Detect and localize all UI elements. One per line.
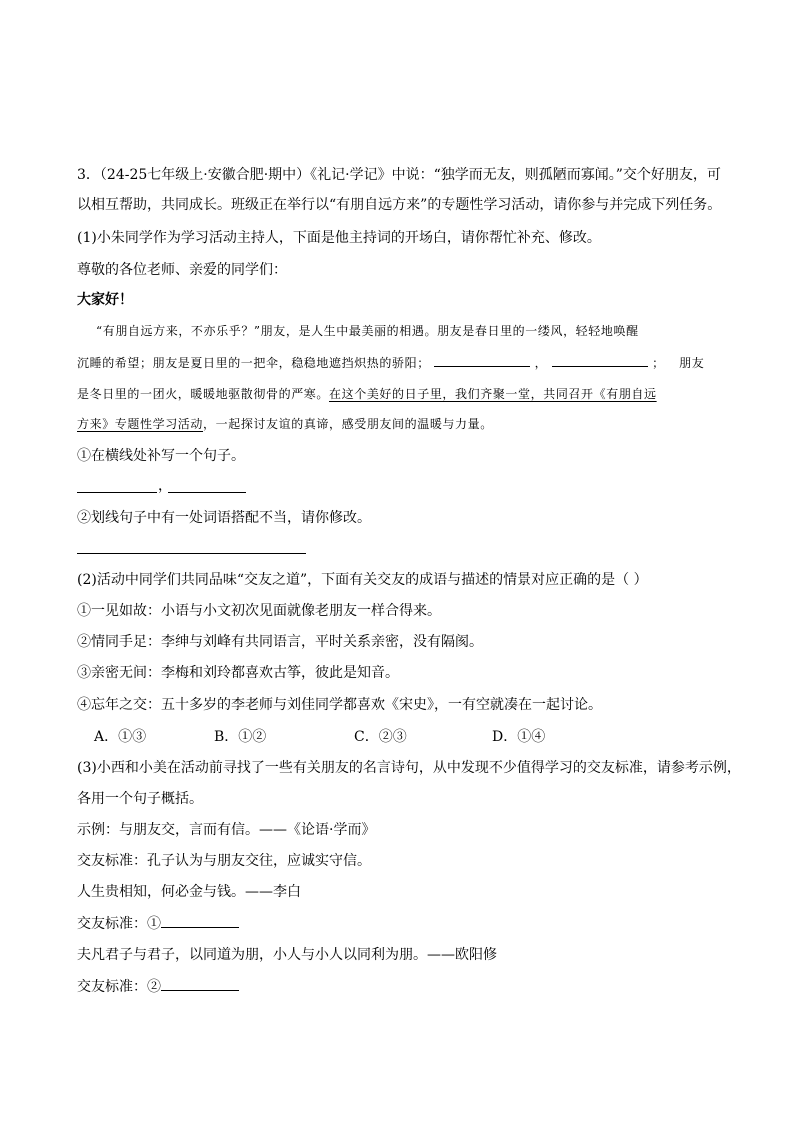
option-c[interactable]: C．②③ [354, 729, 407, 745]
quote-2: 夫凡君子与君子，以同道为朋，小人与小人以同利为朋。——欧阳修 [77, 947, 497, 963]
option-b[interactable]: B．①② [214, 729, 267, 745]
passage-separator-semicolon: ； [652, 356, 665, 370]
passage-line2-end: 朋友 [679, 356, 705, 370]
standard-2-answer-blank[interactable] [161, 976, 239, 991]
task2-answer-line[interactable] [77, 553, 306, 554]
salutation: 尊敬的各位老师、亲爱的同学们： [77, 262, 287, 278]
passage-line3-text: 是冬日里的一团火，暖暖地驱散彻骨的严寒。 [77, 387, 330, 401]
example-standard: 交友标准：孔子认为与朋友交往，应诚实守信。 [77, 853, 371, 869]
task1-answer-blank-1[interactable] [77, 492, 157, 493]
question-header-line2: 以相互帮助，共同成长。班级正在举行以“有朋自远方来”的专题性学习活动，请你参与并完成下列任务。 [77, 197, 722, 213]
passage-line2-text: 沉睡的希望；朋友是夏日里的一把伞，稳稳地遮挡炽热的骄阳； [77, 356, 430, 370]
standard-1 [77, 913, 239, 934]
standard-1-answer-blank[interactable] [161, 913, 239, 928]
passage-line3 [77, 384, 657, 404]
part2-item-1: ①一见如故：小语与小文初次见面就像老朋友一样合得来。 [77, 603, 441, 619]
standard-1-label: 交友标准：① [77, 916, 161, 932]
task1-separator: ， [158, 478, 172, 494]
part2-item-4: ④忘年之交：五十多岁的李老师与刘佳同学都喜欢《宋史》，一有空就凑在一起讨论。 [77, 697, 602, 713]
standard-2 [77, 976, 239, 997]
passage-line1: “有朋自远方来，不亦乐乎？”朋友，是人生中最美丽的相遇。朋友是春日里的一缕风，轻轻地唤醒 [96, 324, 639, 338]
passage-line4 [77, 414, 493, 434]
passage-blank-1[interactable] [434, 352, 530, 367]
passage-line2 [77, 352, 704, 373]
passage-separator-comma: ， [534, 356, 548, 370]
task1-answer-blank-2[interactable] [168, 492, 246, 493]
passage-blank-2[interactable] [552, 352, 648, 367]
part2-item-2: ②情同手足：李绅与刘峰有共同语言，平时关系亲密，没有隔阂。 [77, 634, 483, 650]
part2-prompt: (2)活动中同学们共同品味“交友之道”，下面有关交友的成语与描述的情景对应正确的是（ ） [77, 572, 648, 588]
option-d[interactable]: D．①④ [492, 729, 546, 745]
quote-1: 人生贵相知，何必金与钱。——李白 [77, 884, 301, 900]
passage-line4-text: ，一起探讨友谊的真谛，感受朋友间的温暖与力量。 [203, 417, 493, 431]
part2-item-3: ③亲密无间：李梅和刘玲都喜欢古筝，彼此是知音。 [77, 665, 399, 681]
standard-2-label: 交友标准：② [77, 979, 161, 995]
underlined-sentence-part2: 方来》专题性学习活动 [77, 417, 204, 431]
part3-prompt-line1: (3)小西和小美在活动前寻找了一些有关朋友的名言诗句，从中发现不少值得学习的交友标准，请参考示例， [77, 760, 741, 776]
question-header-line1: 3．（24-25七年级上·安徽合肥·期中）《礼记·学记》中说：“独学而无友，则孤陋而寡闻。”交个好朋友，可 [77, 167, 721, 183]
task1-instruction: ①在横线处补写一个句子。 [77, 448, 245, 464]
example-quote: 示例：与朋友交，言而有信。——《论语·学而》 [77, 822, 376, 838]
underlined-sentence-part1: 在这个美好的日子里，我们齐聚一堂，共同召开《有朋自远 [329, 387, 657, 401]
part1-prompt: (1)小朱同学作为学习活动主持人，下面是他主持词的开场白，请你帮忙补充、修改。 [77, 230, 601, 246]
greeting: 大家好！ [77, 292, 133, 308]
task2-instruction: ②划线句子中有一处词语搭配不当，请你修改。 [77, 510, 371, 526]
option-a[interactable]: A．①③ [94, 729, 147, 745]
part3-prompt-line2: 各用一个句子概括。 [77, 791, 203, 807]
